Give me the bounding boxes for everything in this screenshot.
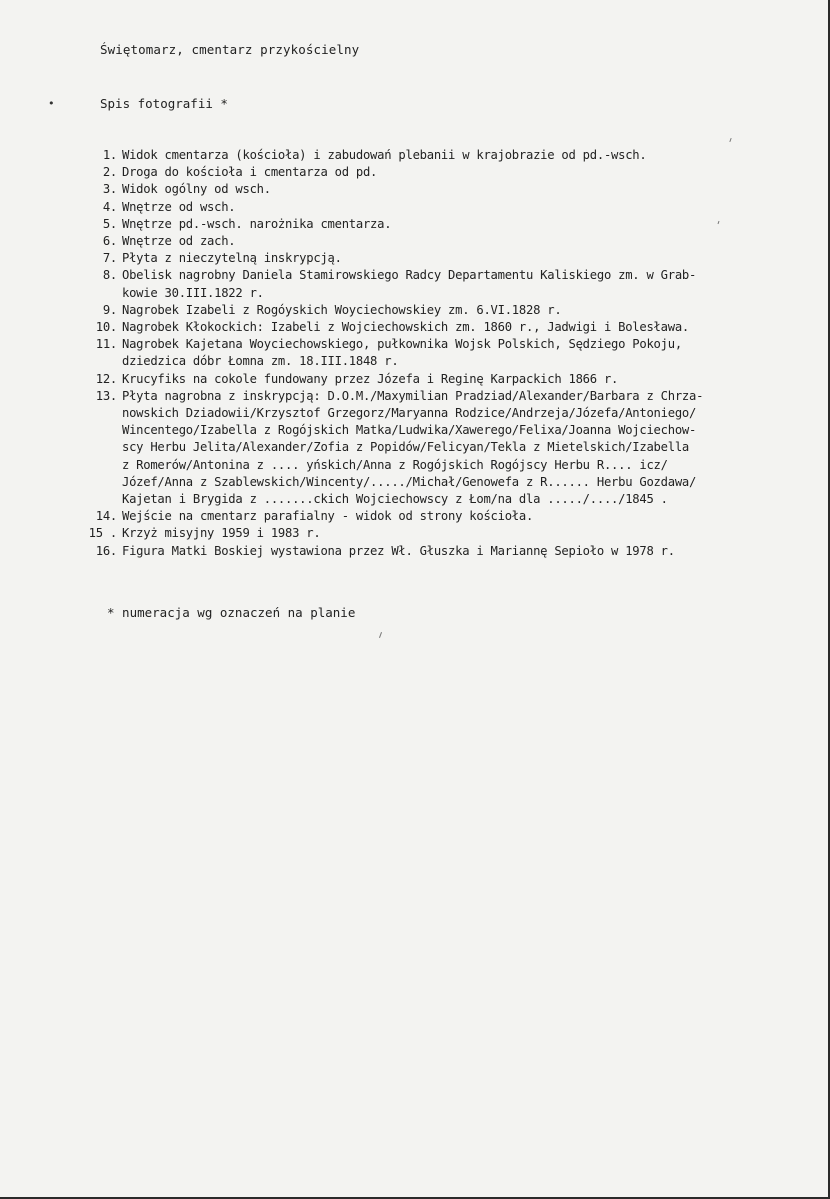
- document-header: Świętomarz, cmentarz przykościelny: [100, 42, 360, 57]
- item-text: Obelisk nagrobny Daniela Stamirowskiego Radcy Departamentu Kaliskiego zm. w Grab- kowie 30.III.1822 r.: [122, 268, 697, 300]
- item-number: 1.: [102, 148, 117, 162]
- item-number: 5.: [102, 216, 117, 231]
- list-item: [88, 147, 788, 164]
- item-text: Płyta z nieczytelną inskrypcją.: [122, 251, 342, 266]
- item-number: 6.: [102, 234, 117, 249]
- footnote: * numeracja wg oznaczeń na planie: [107, 605, 356, 620]
- paper-speck: [729, 138, 731, 142]
- item-text: Nagrobek Izabeli z Rogóyskich Woyciechowskiey zm. 6.VI.1828 r.: [122, 302, 562, 317]
- item-number: 10.: [95, 320, 117, 335]
- list-item: [88, 388, 788, 508]
- list-item: [88, 508, 788, 525]
- paper-speck: [379, 632, 382, 638]
- item-number: 2.: [102, 165, 117, 180]
- item-text: Wnętrze pd.-wsch. narożnika cmentarza.: [122, 216, 392, 231]
- list-item: [88, 164, 788, 181]
- item-number: 11.: [95, 337, 117, 352]
- list-item: [88, 543, 788, 560]
- item-number: 9.: [102, 302, 117, 317]
- item-text: Krucyfiks na cokole fundowany przez Józefa i Reginę Karpackich 1866 r.: [122, 371, 619, 386]
- list-item: [88, 302, 788, 319]
- item-text: Płyta nagrobna z inskrypcją: D.O.M./Maxymilian Pradziad/Alexander/Barbara z Chrza- nowskich Dziadowii/Krzysztof Grzegorz/Maryanna Rodzice/Andrzeja/Józefa/Antoniego/ Wincentego/Izabella z Rogójskich Matka/Ludwika/Xawerego/Felixa/Joanna Wojciechow- scy Herbu Jelita/Alexander/Zofia z Popidów/Felicyan/Tekla z Mietelskich/Izabella z Romerów/Antonina z .... yńskich/Anna z Rogójskich Rogójscy Herbu R.... icz/ Józef/Anna z Szablewskich/Wincenty/...../Michał/Genowefa z R...... Herbu Gozdawa/ Kajetan i Brygida z .......ckich Wojciechowscy z Łom/na dla ...../..../1845 .: [122, 388, 704, 507]
- item-text: Widok ogólny od wsch.: [122, 182, 271, 197]
- list-item: [88, 336, 788, 370]
- item-text: Droga do kościoła i cmentarza od pd.: [122, 165, 378, 180]
- list-title: Spis fotografii *: [100, 96, 228, 111]
- item-number: 15 .: [88, 526, 117, 541]
- list-item: [88, 233, 788, 250]
- item-number: 12.: [95, 371, 117, 386]
- item-number: 8.: [102, 268, 117, 283]
- item-text: Wnętrze od zach.: [122, 234, 236, 249]
- item-text: Widok cmentarza (kościoła) i zabudowań plebanii w krajobrazie od pd.-wsch.: [122, 148, 647, 162]
- list-item: [88, 267, 788, 301]
- item-number: 16.: [95, 543, 117, 558]
- item-text: Nagrobek Kłokockich: Izabeli z Wojciechowskich zm. 1860 r., Jadwigi i Bolesława.: [122, 320, 689, 335]
- item-number: 13.: [95, 388, 117, 403]
- list-item: [88, 250, 788, 267]
- list-item: [88, 199, 788, 216]
- margin-bullet-mark: •: [48, 97, 55, 110]
- item-number: 14.: [95, 509, 117, 524]
- list-item: [88, 319, 788, 336]
- list-item: [88, 216, 788, 233]
- item-text: Wnętrze od wsch.: [122, 199, 236, 214]
- list-item: [88, 181, 788, 198]
- item-text: Krzyż misyjny 1959 i 1983 r.: [122, 526, 321, 541]
- list-item: [88, 371, 788, 388]
- item-number: 7.: [102, 251, 117, 266]
- item-number: 4.: [102, 199, 117, 214]
- item-number: 3.: [102, 182, 117, 197]
- item-text: Figura Matki Boskiej wystawiona przez Wł. Głuszka i Mariannę Sepioło w 1978 r.: [122, 543, 675, 558]
- item-text: Wejście na cmentarz parafialny - widok od strony kościoła.: [122, 509, 534, 524]
- item-text: Nagrobek Kajetana Woyciechowskiego, pułkownika Wojsk Polskich, Sędziego Pokoju, dziedzica dóbr Łomna zm. 18.III.1848 r.: [122, 337, 682, 369]
- photo-list: [88, 147, 788, 560]
- list-item: [88, 525, 788, 542]
